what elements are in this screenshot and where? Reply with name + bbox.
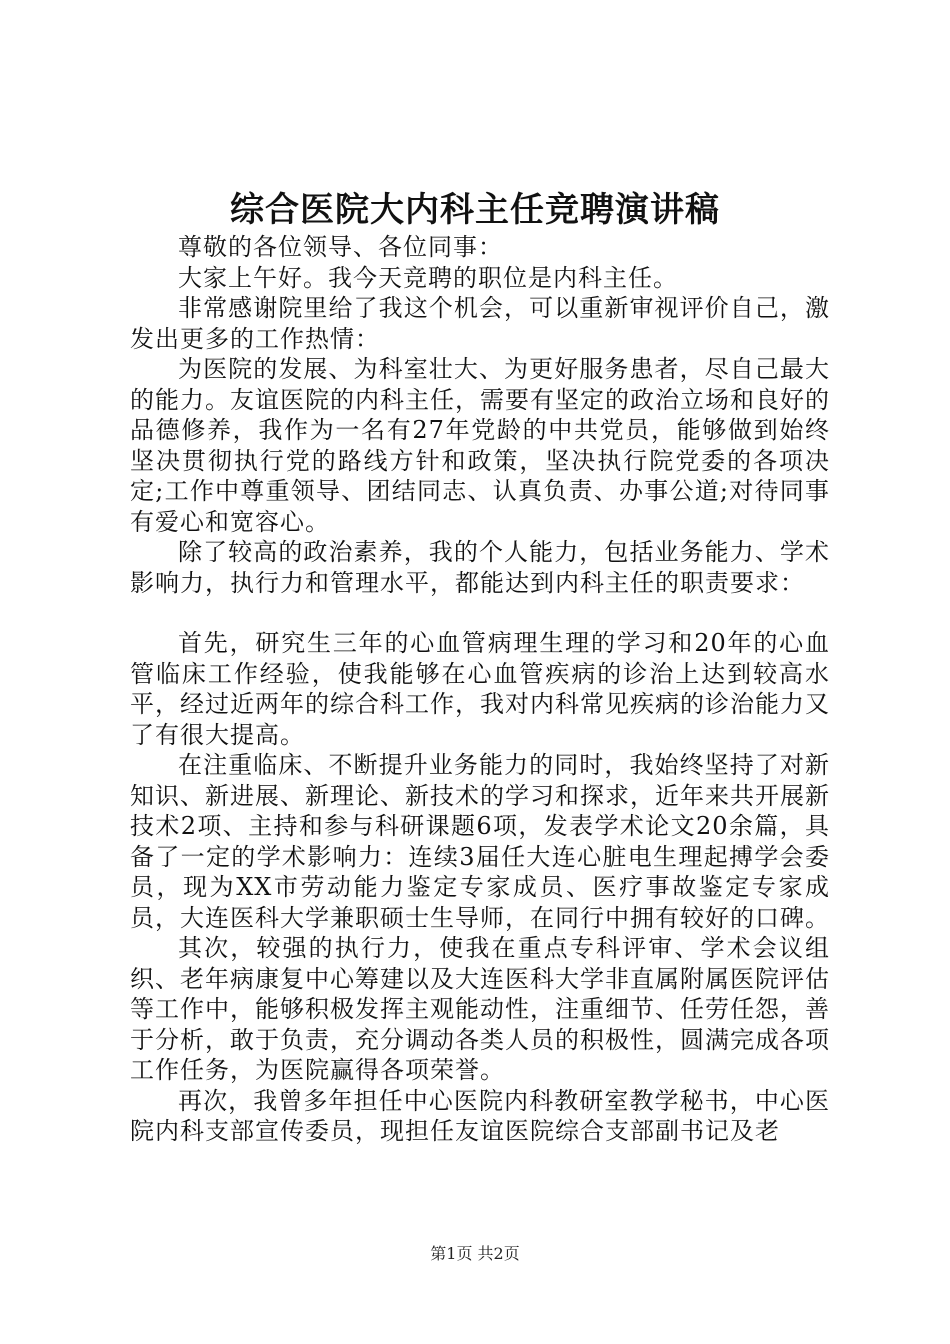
academic-paragraph: 在注重临床、不断提升业务能力的同时，我始终坚持了对新知识、新进展、新理论、新技术的学习和探求，近年来共开展新技术2项、主持和参与科研课题6项，发表学术论文20余篇，具备了一定的学术影响力：连续3届任大连心脏电生理起搏学会委员，现为XX市劳动能力鉴定专家成员、医疗事故鉴定专家成员，大连医科大学兼职硕士生导师，在同行中拥有较好的口碑。: [130, 751, 830, 932]
clinical-paragraph: 首先，研究生三年的心血管病理生理的学习和20年的心血管临床工作经验，使我能够在心血管疾病的诊治上达到较高水平，经过近两年的综合科工作，我对内科常见疾病的诊治能力又了有很大提高。: [130, 629, 830, 749]
execution-paragraph: 其次，较强的执行力，使我在重点专科评审、学术会议组织、老年病康复中心筹建以及大连医科大学非直属附属医院评估等工作中，能够积极发挥主观能动性，注重细节、任劳任怨，善于分析，敢于负责，充分调动各类人员的积极性，圆满完成各项工作任务，为医院赢得各项荣誉。: [130, 934, 830, 1084]
document-title: 综合医院大内科主任竞聘演讲稿: [230, 190, 720, 230]
salutation-paragraph: 尊敬的各位领导、各位同事：: [178, 233, 503, 261]
greeting-paragraph: 大家上午好。我今天竞聘的职位是内科主任。: [178, 263, 678, 292]
thanks-paragraph: 非常感谢院里给了我这个机会，可以重新审视评价自己，激发出更多的工作热情：: [130, 294, 830, 353]
political-paragraph: 为医院的发展、为科室壮大、为更好服务患者，尽自己最大的能力。友谊医院的内科主任，需要有坚定的政治立场和良好的品德修养，我作为一名有27年党龄的中共党员，能够做到始终坚决贯彻执行党的路线方针和政策，坚决执行院党委的各项决定;工作中尊重领导、团结同志、认真负责、办事公道;对待同事有爱心和宽容心。: [130, 355, 830, 536]
page-number-footer: 第1页 共2页: [430, 1244, 520, 1263]
management-paragraph: 再次，我曾多年担任中心医院内科教研室教学秘书，中心医院内科支部宣传委员，现担任友谊医院综合支部副书记及老: [130, 1086, 830, 1145]
document-body: [130, 232, 830, 1147]
ability-intro-paragraph: 除了较高的政治素养，我的个人能力，包括业务能力、学术影响力，执行力和管理水平，都能达到内科主任的职责要求：: [130, 538, 830, 597]
